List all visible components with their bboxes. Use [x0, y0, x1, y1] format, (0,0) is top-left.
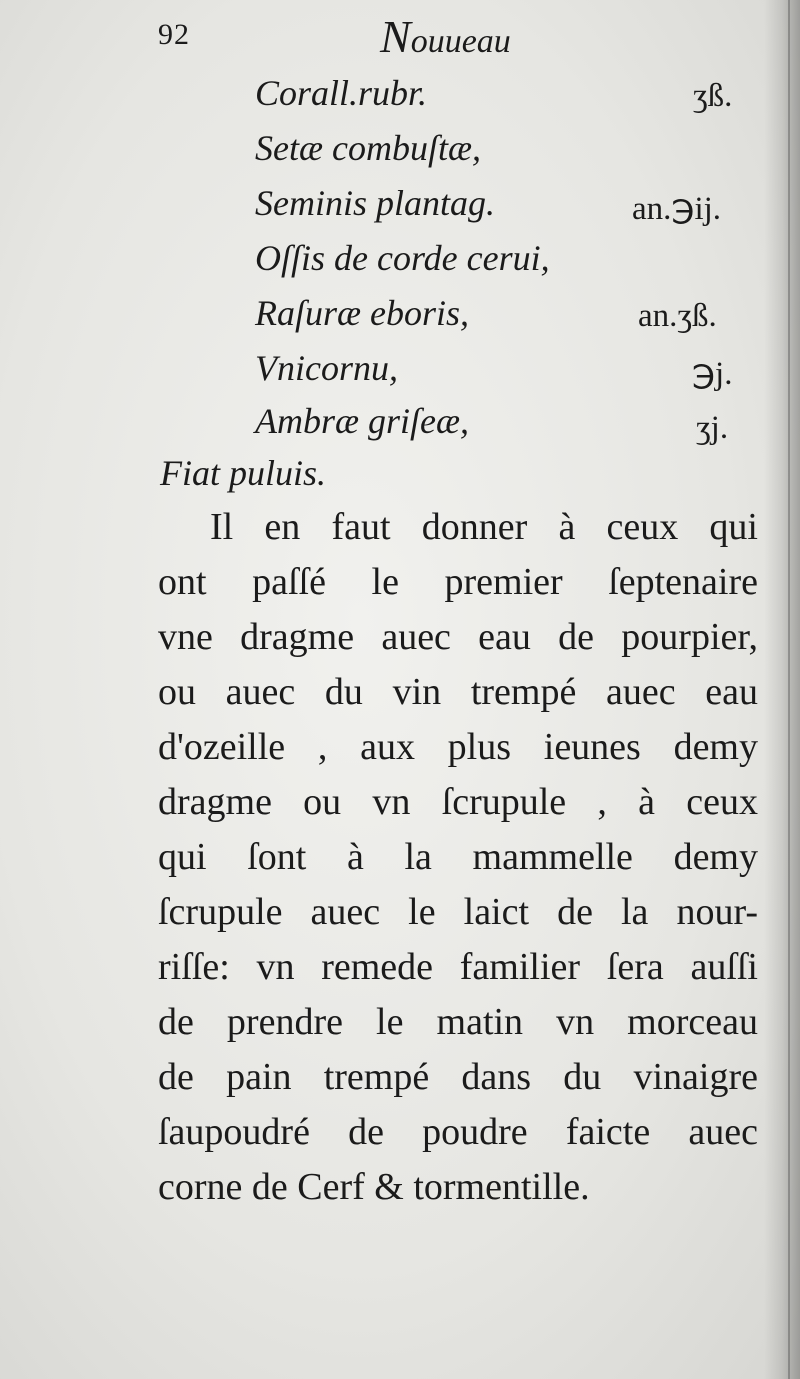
ingredient-quantity: ℈j.	[692, 356, 733, 392]
recipe-instruction: Fiat puluis.	[160, 453, 327, 493]
running-head	[380, 11, 511, 62]
text-line: de pain trempé dans du vinaigre	[158, 1056, 758, 1098]
ingredient-name: Oſſis de corde cerui,	[255, 238, 550, 278]
ingredient-quantity: an.℈ij.	[632, 191, 722, 227]
ingredient-quantity: ʒj.	[696, 410, 729, 446]
running-head-rest: ouueau	[410, 23, 511, 60]
ingredient-name: Corall.rubr.	[255, 73, 428, 113]
page-number: 92	[158, 18, 190, 51]
text-line: de prendre le matin vn morceau	[158, 1001, 758, 1043]
text-line: corne de Cerf & tormentille.	[158, 1166, 590, 1208]
text-line: d'ozeille , aux plus ieunes demy	[158, 726, 758, 768]
text-line: riſſe: vn remede familier ſera auſſi	[158, 946, 758, 988]
ingredient-name: Raſuræ eboris,	[255, 293, 470, 333]
ingredient-quantity: an.ʒß.	[638, 298, 717, 334]
text-line: ſcrupule auec le laict de la nour-	[158, 891, 758, 933]
text-line: ont paſſé le premier ſeptenaire	[158, 561, 758, 603]
running-head-initial: N	[380, 11, 411, 62]
page-edge-line	[788, 0, 790, 1379]
ingredient-name: Seminis plantag.	[255, 183, 495, 223]
text-line: vne dragme auec eau de pourpier,	[158, 616, 758, 658]
page-gutter-shadow	[764, 0, 800, 1379]
text-line: ſaupoudré de poudre faicte auec	[158, 1111, 758, 1153]
ingredient-name: Setæ combuſtæ,	[255, 128, 481, 168]
ingredient-name: Vnicornu,	[255, 348, 398, 388]
ingredient-name: Ambræ griſeæ,	[255, 401, 470, 441]
text-line: Il en faut donner à ceux qui	[210, 506, 758, 548]
body-paragraph	[158, 500, 758, 1215]
text-line: dragme ou vn ſcrupule , à ceux	[158, 781, 758, 823]
text-line: qui ſont à la mammelle demy	[158, 836, 758, 878]
ingredient-quantity: ʒß.	[693, 78, 733, 114]
text-line: ou auec du vin trempé auec eau	[158, 671, 758, 713]
